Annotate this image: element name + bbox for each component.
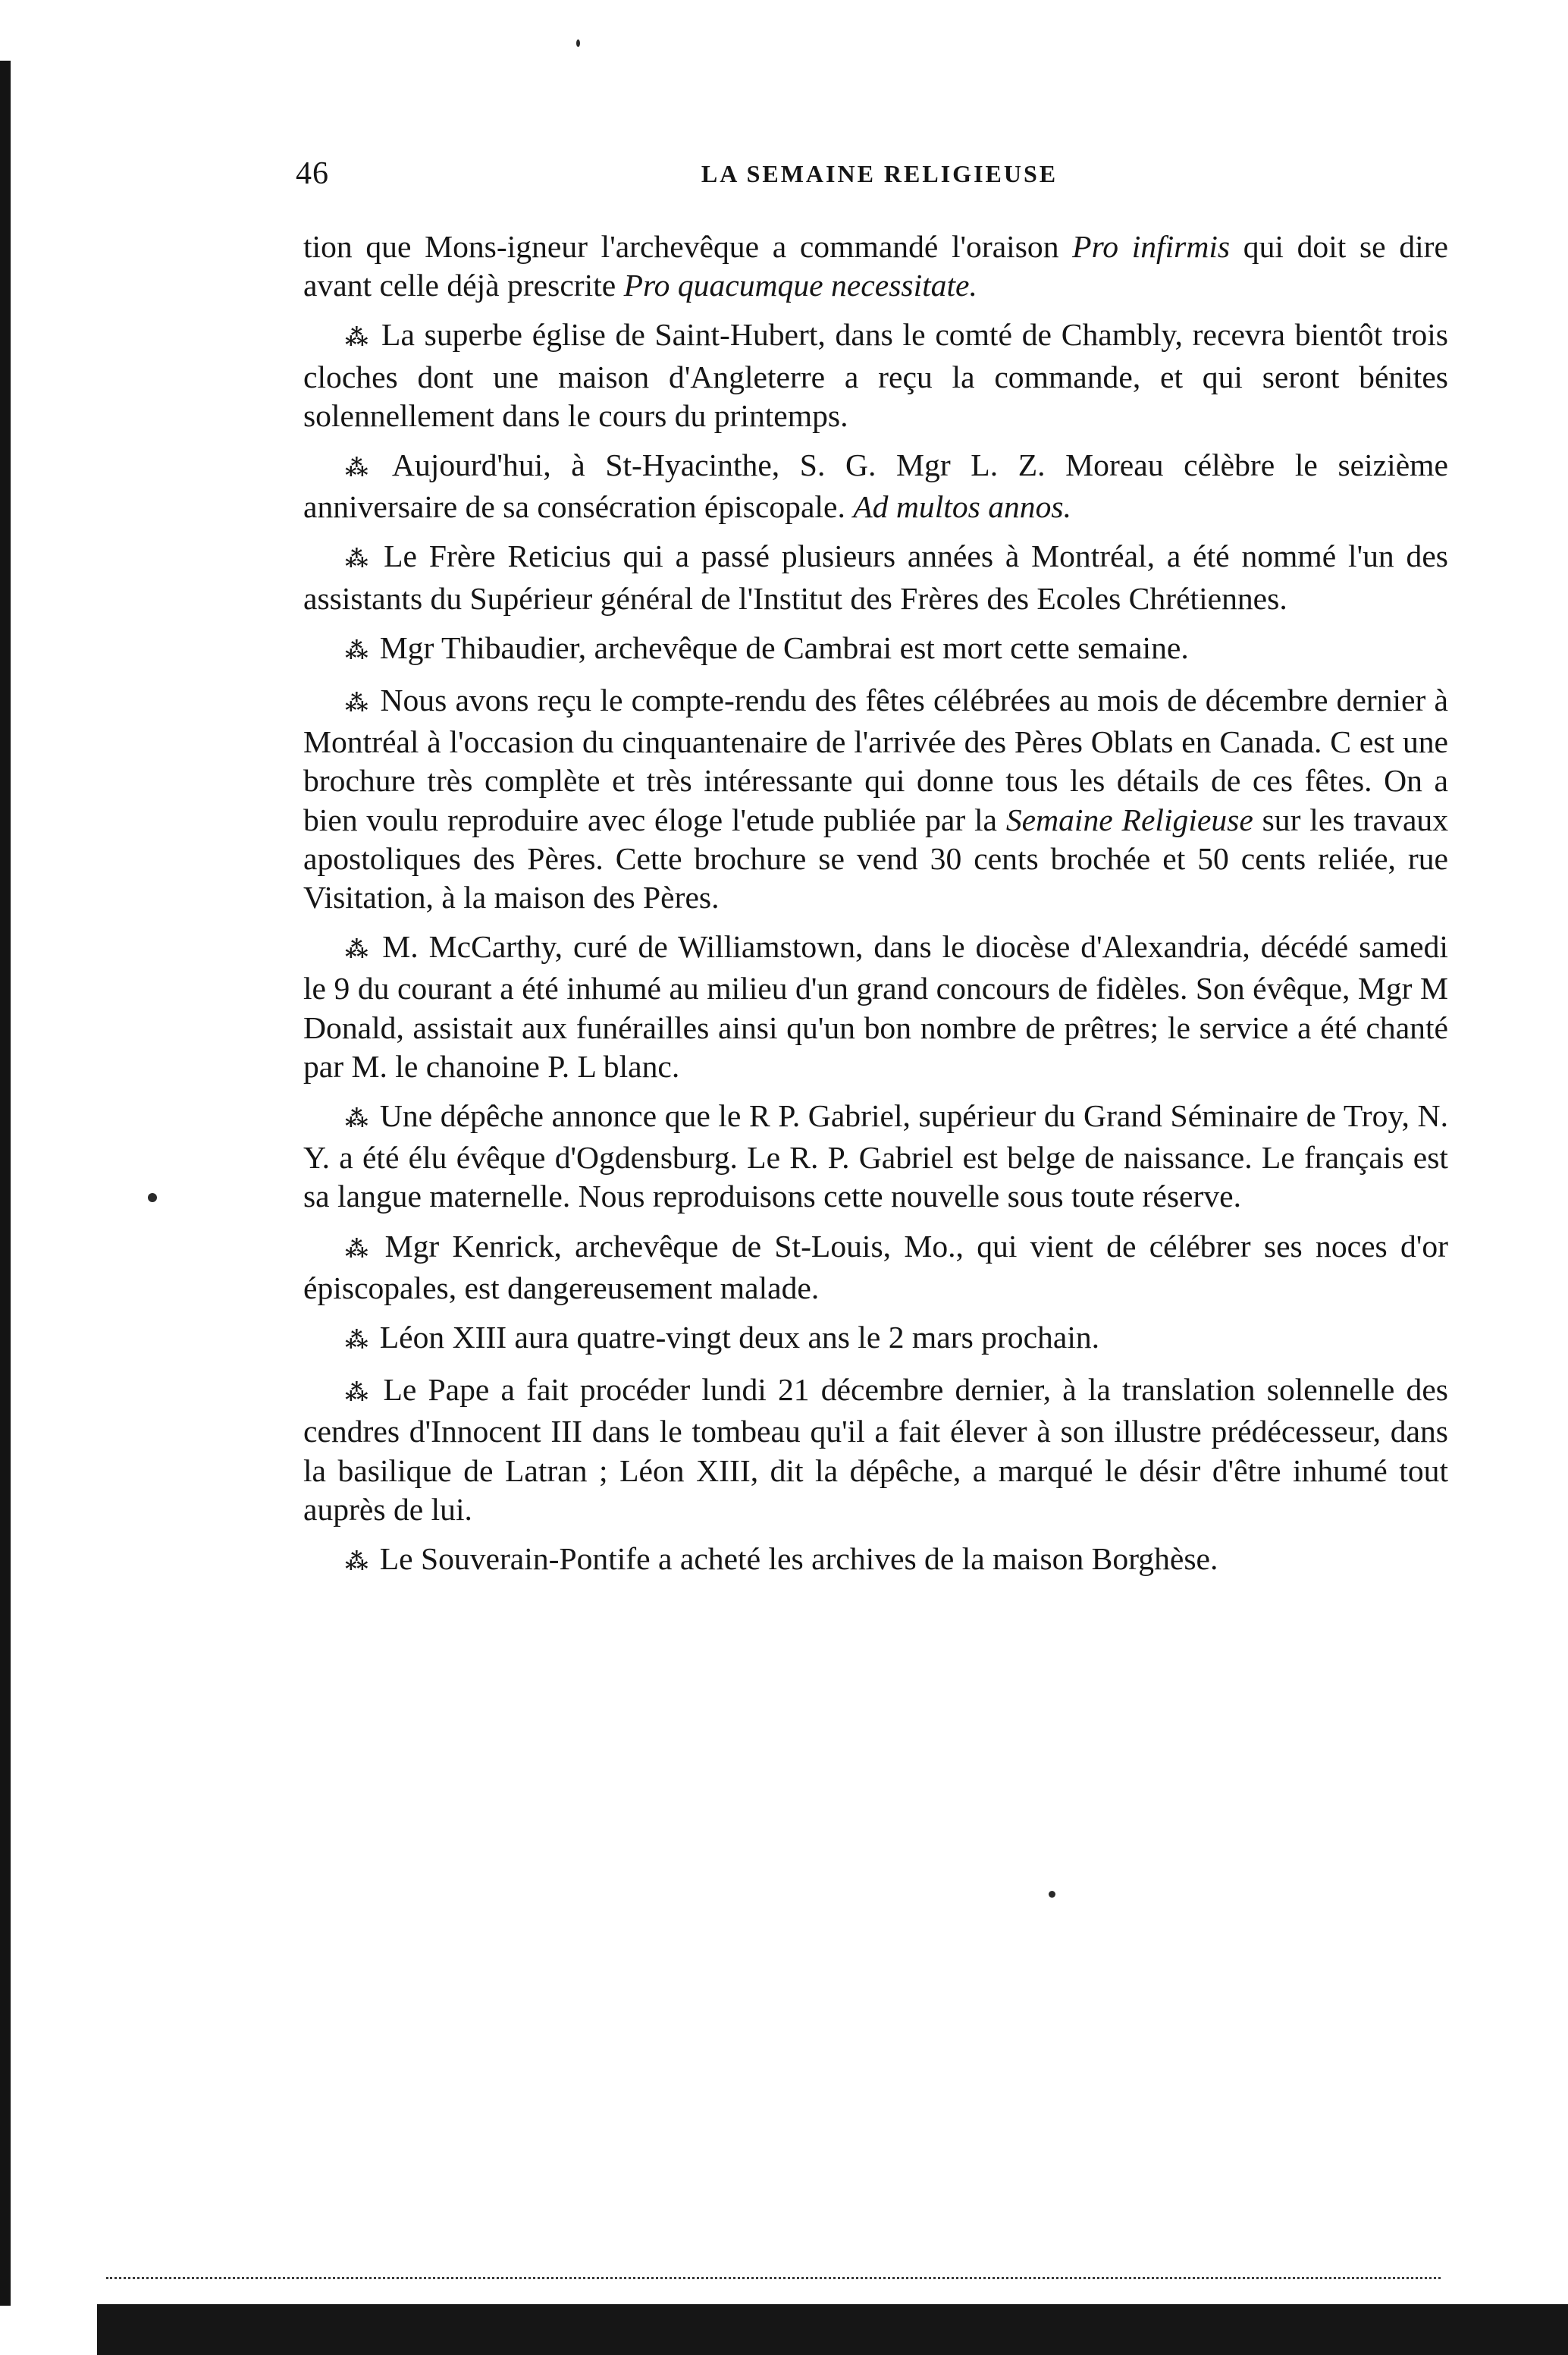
news-item bbox=[303, 1371, 1448, 1529]
news-item-text: M. McCarthy, curé de Williamstown, dans le diocèse d'Alexandria, décédé samedi le 9 du courant a été inhumé au milieu d'un grand concours de fidèles. Son évêque, Mgr M Donald, assistait aux funérailles ainsi qu'un bon nombre de prêtres; le service a été chanté par M. le chanoine P. L blanc. bbox=[303, 929, 1448, 1084]
running-head: LA SEMAINE RELIGIEUSE bbox=[701, 160, 1058, 187]
article-body bbox=[303, 228, 1448, 1592]
page-number: 46 bbox=[296, 156, 329, 191]
news-item-text: Le Pape a fait procéder lundi 21 décembre dernier, à la translation solennelle des cendres d'Innocent III dans le tombeau qu'il a fait élever à son illustre prédécesseur, dans la basilique de Latran ; Léon XIII, dit la dépêche, a marqué le désir d'être inhumé tout auprès de lui. bbox=[303, 1372, 1448, 1527]
italic-text: Ad multos annos. bbox=[853, 489, 1071, 525]
news-item-text: Mgr Kenrick, archevêque de St-Louis, Mo., qui vient de célébrer ses noces d'or épiscopales, est dangereusement malade. bbox=[303, 1228, 1448, 1305]
scan-speck bbox=[1049, 1891, 1055, 1898]
scan-speck bbox=[576, 39, 580, 47]
news-item bbox=[303, 316, 1448, 435]
asterism-icon: ⁂ bbox=[345, 1328, 369, 1354]
asterism-icon: ⁂ bbox=[345, 325, 372, 351]
asterism-icon: ⁂ bbox=[345, 456, 381, 482]
news-item-text: Mgr Thibaudier, archevêque de Cambrai est mort cette semaine. bbox=[379, 630, 1189, 665]
news-item-text: La superbe église de Saint-Hubert, dans le comté de Chambly, recevra bientôt trois cloches dont une maison d'Angleterre a reçu la commande, et qui seront bénites solennellement dans le cours du printemps. bbox=[303, 317, 1448, 433]
asterism-icon: ⁂ bbox=[345, 691, 370, 717]
asterism-icon: ⁂ bbox=[345, 638, 369, 664]
asterism-icon: ⁂ bbox=[345, 1380, 373, 1406]
asterism-icon: ⁂ bbox=[345, 1236, 375, 1262]
news-item bbox=[303, 1540, 1448, 1581]
news-item bbox=[303, 537, 1448, 617]
scan-left-edge-rule bbox=[0, 61, 11, 2306]
news-item-text: Nous avons reçu le compte-rendu des fêtes célébrées au mois de décembre dernier à Montréal à l'occasion du cinquantenaire de l'arrivée des Pères Oblats en Canada. C est une brochure très complète et très intéressante qui donne tous les détails de ces fêtes. On a bien voulu reproduire avec éloge l'etude publiée par la bbox=[303, 683, 1448, 837]
news-item bbox=[303, 1318, 1448, 1360]
news-item bbox=[303, 1097, 1448, 1217]
paragraph bbox=[303, 228, 1448, 305]
news-item-text: sur les travaux apostoliques des Pères. Cette brochure se vend 30 cents brochée et 50 cents reliée, rue Visitation, à la maison des Pères. bbox=[303, 802, 1448, 915]
italic-text: Pro quacumque necessitate. bbox=[623, 268, 977, 303]
asterism-icon: ⁂ bbox=[345, 1550, 369, 1575]
italic-text: Pro infirmis bbox=[1072, 229, 1231, 264]
news-item-text: Une dépêche annonce que le R P. Gabriel, supérieur du Grand Séminaire de Troy, N. Y. a été élu évêque d'Ogdensburg. Le R. P. Gabriel est belge de naissance. Le français est sa langue maternelle. Nous reproduisons cette nouvelle sous toute réserve. bbox=[303, 1098, 1448, 1214]
news-item bbox=[303, 629, 1448, 670]
italic-text: Semaine Religieuse bbox=[1005, 802, 1253, 837]
asterism-icon: ⁂ bbox=[345, 937, 372, 963]
news-item-text: Le Frère Reticius qui a passé plusieurs années à Montréal, a été nommé l'un des assistants du Supérieur général de l'Institut des Frères des Ecoles Chrétiennes. bbox=[303, 539, 1448, 616]
news-item bbox=[303, 928, 1448, 1086]
page-header bbox=[296, 155, 1463, 201]
paragraph-text: qui doit se dire avant celle déjà prescrite bbox=[303, 229, 1448, 303]
paragraph-text: tion que Mons-igneur l'archevêque a commandé l'oraison bbox=[303, 229, 1073, 264]
scan-bottom-edge-band bbox=[97, 2304, 1568, 2355]
news-item-text: Aujourd'hui, à St-Hyacinthe, S. G. Mgr L. Z. Moreau célèbre le seizième anniversaire de sa consécration épiscopale. bbox=[303, 447, 1448, 525]
news-item bbox=[303, 681, 1448, 917]
news-item-text: Léon XIII aura quatre-vingt deux ans le 2 mars prochain. bbox=[379, 1320, 1100, 1355]
news-item bbox=[303, 446, 1448, 526]
scan-dotted-rule bbox=[106, 2277, 1441, 2279]
news-item bbox=[303, 1227, 1448, 1308]
asterism-icon: ⁂ bbox=[345, 547, 374, 573]
asterism-icon: ⁂ bbox=[345, 1107, 369, 1132]
scan-speck bbox=[148, 1193, 157, 1202]
news-item-text: Le Souverain-Pontife a acheté les archives de la maison Borghèse. bbox=[379, 1541, 1218, 1577]
